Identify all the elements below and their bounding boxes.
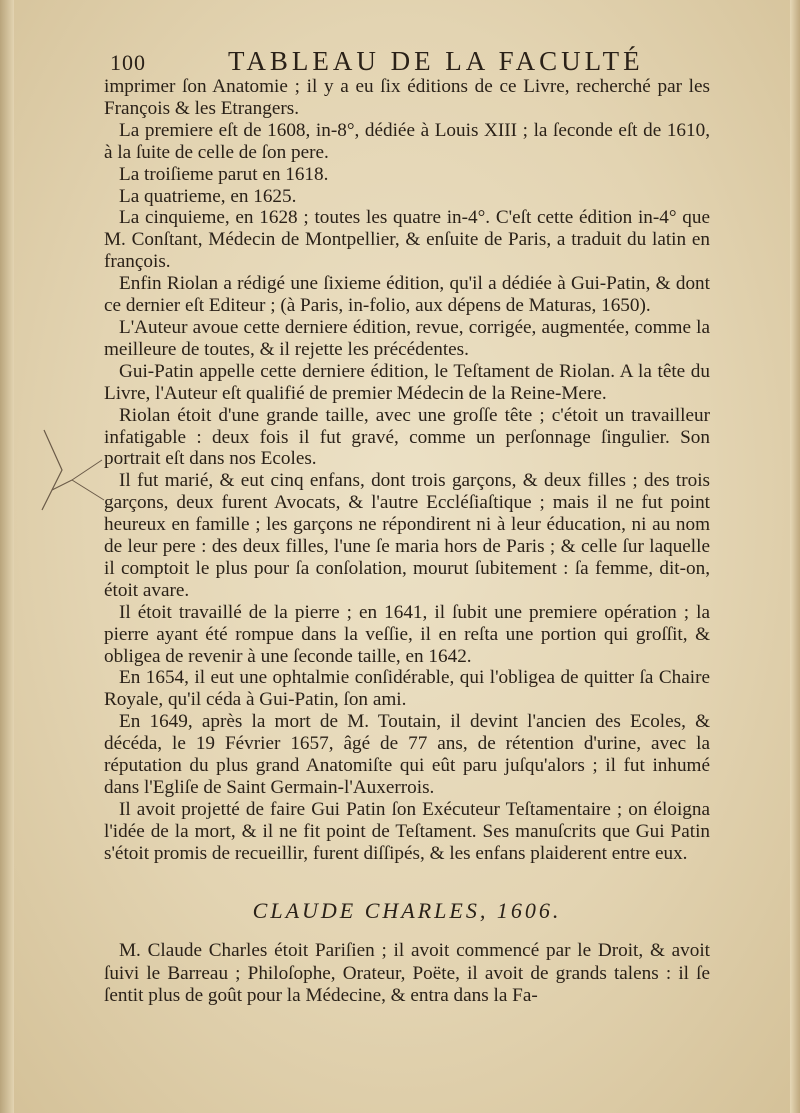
section-heading: CLAUDE CHARLES, 1606. bbox=[252, 898, 562, 923]
paragraph: La quatrieme, en 1625. bbox=[119, 185, 297, 207]
paragraph: En 1649, après la mort de M. Toutain, il devint l'ancien des Ecoles, & décéda, le 19 Février 1657, âgé de 77 ans, de rétention d'urine, avec la réputation du plus grand Anatomiſte qui eût paru juſqu'alors ; il fut inhumé dans l'Egliſe de Saint Germain-l'Auxerrois. bbox=[104, 711, 710, 798]
paragraph: L'Auteur avoue cette derniere édition, revue, corrigée, augmentée, comme la meilleure de toutes, & il rejette les précédentes. bbox=[104, 316, 710, 360]
paragraph: Il étoit travaillé de la pierre ; en 1641, il ſubit une premiere opération ; la pierre ayant été rompue dans la veſſie, il en reſta une portion qui groſſit, & obligea de revenir à une ſeconde taille, en 1642. bbox=[104, 601, 710, 667]
paragraph: Riolan étoit d'une grande taille, avec une groſſe tête ; c'étoit un travailleur infatigable : deux fois il fut gravé, comme un perſonnage ſingulier. Son portrait eſt dans nos Ecoles. bbox=[104, 404, 710, 470]
handwritten-margin-mark bbox=[32, 420, 112, 540]
paragraph: La premiere eſt de 1608, in-8°, dédiée à Louis XIII ; la ſeconde eſt de 1610, à la ſuite de celle de ſon pere. bbox=[104, 119, 710, 163]
paragraph: Enfin Riolan a rédigé une ſixieme édition, qu'il a dédiée à Gui-Patin, & dont ce dernier eſt Editeur ; (à Paris, in-folio, aux dépens de Maturas, 1650). bbox=[104, 273, 710, 317]
paragraph: Gui-Patin appelle cette derniere édition, le Teſtament de Riolan. A la tête du Livre, l'Auteur eſt qualifié de premier Médecin de la Reine-Mere. bbox=[104, 360, 710, 404]
page-header bbox=[110, 46, 710, 80]
page-edge-left bbox=[0, 0, 14, 1113]
paragraph: Il avoit projetté de faire Gui Patin ſon Exécuteur Teſtamentaire ; on éloigna l'idée de la mort, & il ne fit point de Teſtament. Ses manuſcrits que Gui Patin s'étoit promis de recueillir, furent diſſipés, & les enfans plaiderent entre eux. bbox=[104, 798, 710, 864]
paragraph: En 1654, il eut une ophtalmie conſidérable, qui l'obligea de quitter ſa Chaire Royale, qu'il céda à Gui-Patin, ſon ami. bbox=[104, 667, 710, 711]
paragraph: M. Claude Charles étoit Pariſien ; il avoit commencé par le Droit, & avoit ſuivi le Barreau ; Philoſophe, Orateur, Poëte, il avoit de grands talens : il ſe ſentit plus de goût pour la Médecine, & entra dans la Fa- bbox=[104, 940, 710, 1006]
paragraph: imprimer ſon Anatomie ; il y a eu ſix éditions de ce Livre, recherché par les François & les Etrangers. bbox=[104, 76, 710, 119]
section-body bbox=[104, 940, 710, 1008]
page-edge-right bbox=[790, 0, 800, 1113]
page-number: 100 bbox=[110, 50, 146, 75]
running-title: TABLEAU DE LA FACULTÉ bbox=[228, 46, 644, 76]
body-text bbox=[104, 76, 710, 865]
paragraph: La troiſieme parut en 1618. bbox=[119, 163, 329, 185]
paragraph: Il fut marié, & eut cinq enfans, dont trois garçons, & deux filles ; des trois garçons, deux furent Avocats, & l'autre Eccléſiaſtique ; mais il ne fut point heureux en famille ; les garçons ne répondirent ni à leur éducation, ni au nom de leur pere : des deux filles, l'une ſe maria hors de Paris ; & celle ſur laquelle il comptoit le plus pour ſa conſolation, mourut ſubitement : ſa femme, dit-on, étoit avare. bbox=[104, 470, 710, 601]
paragraph: La cinquieme, en 1628 ; toutes les quatre in-4°. C'eſt cette édition in-4° que M. Conſtant, Médecin de Montpellier, & enſuite de Paris, a traduit du latin en françois. bbox=[104, 207, 710, 273]
